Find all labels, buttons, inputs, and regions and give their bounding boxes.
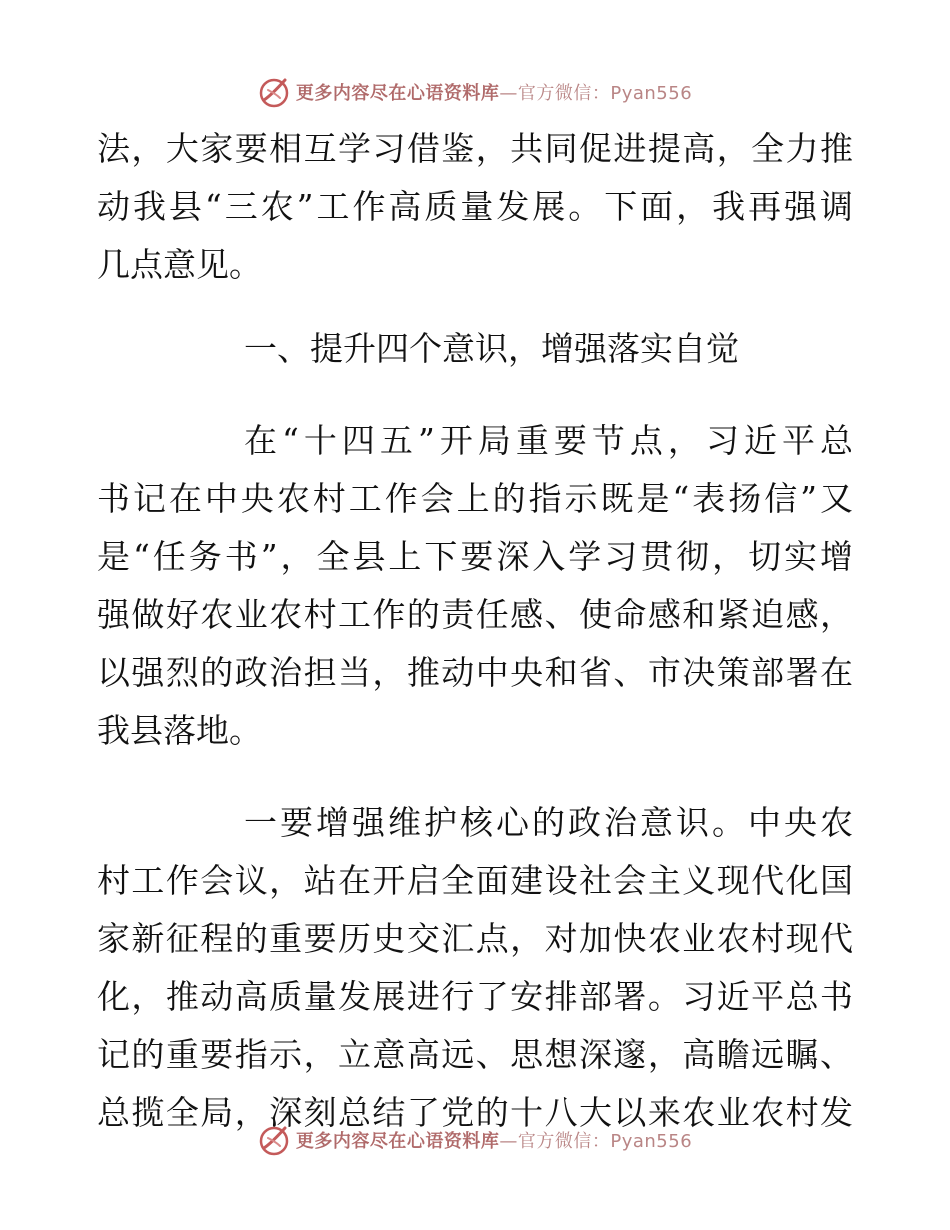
paragraph-intro	[97, 120, 853, 294]
brush-logo-icon	[258, 76, 290, 108]
section-heading: 一、提升四个意识，增强落实自觉	[244, 329, 739, 368]
watermark-text: 更多内容尽在心语资料库—官方微信：Pyan556	[295, 83, 693, 104]
watermark-banner-top	[0, 72, 950, 112]
text-line: 书记在中央农村工作会上的指示既是“表扬信”又	[97, 479, 853, 518]
paragraph-body-1	[97, 412, 853, 760]
text-line: 记的重要指示，立意高远、思想深邃，高瞻远瞩、	[97, 1035, 853, 1074]
text-line: 动我县“三农”工作高质量发展。下面，我再强调	[97, 187, 853, 226]
text-line: 在“十四五”开局重要节点，习近平总	[244, 421, 853, 460]
text-line: 一要增强维护核心的政治意识。中央农	[244, 803, 853, 842]
text-line: 家新征程的重要历史交汇点，对加快农业农村现代	[97, 919, 853, 958]
text-line: 村工作会议，站在开启全面建设社会主义现代化国	[97, 861, 853, 900]
text-line: 几点意见。	[97, 245, 262, 284]
text-line: 以强烈的政治担当，推动中央和省、市决策部署在	[97, 653, 853, 692]
watermark-banner-bottom	[0, 1120, 950, 1160]
text-line: 法，大家要相互学习借鉴，共同促进提高，全力推	[97, 129, 853, 168]
text-line: 强做好农业农村工作的责任感、使命感和紧迫感，	[97, 595, 853, 634]
watermark-text: 更多内容尽在心语资料库—官方微信：Pyan556	[295, 1131, 693, 1152]
document-body	[97, 120, 853, 1142]
text-line: 我县落地。	[97, 711, 262, 750]
brush-logo-icon	[258, 1124, 290, 1156]
text-line: 是“任务书”，全县上下要深入学习贯彻，切实增	[97, 537, 853, 576]
text-line: 总揽全局，深刻总结了党的十八大以来农业农村发	[97, 1093, 853, 1132]
paragraph-body-2	[97, 794, 853, 1142]
text-line: 化，推动高质量发展进行了安排部署。习近平总书	[97, 977, 853, 1016]
